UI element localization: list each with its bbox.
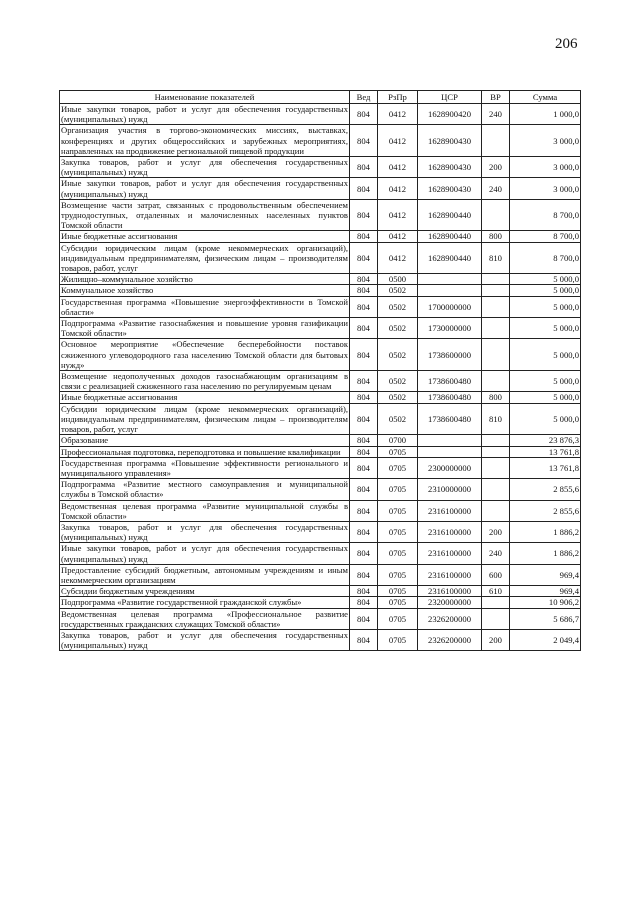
cell-vr: 800 [482, 231, 510, 242]
cell-name: Закупка товаров, работ и услуг для обеспечения государственных (муниципальных) нужд [61, 521, 348, 543]
cell-ved: 804 [350, 608, 378, 629]
cell-ved: 804 [350, 564, 378, 585]
header-csr: ЦСР [418, 91, 482, 104]
cell-rzpr: 0705 [378, 608, 418, 629]
cell-vr: 240 [482, 104, 510, 125]
cell-name: Иные закупки товаров, работ и услуг для обеспечения государственных (муниципальных) нужд [61, 543, 348, 564]
cell-csr: 1738600480 [418, 392, 482, 403]
cell-ved: 804 [350, 435, 378, 446]
table-row [60, 586, 581, 597]
cell-sum: 3 000,0 [510, 157, 581, 178]
cell-ved: 804 [350, 586, 378, 597]
cell-rzpr: 0705 [378, 500, 418, 521]
cell-csr: 2320000000 [418, 597, 482, 608]
cell-rzpr: 0412 [378, 231, 418, 242]
table-row [60, 446, 581, 457]
cell-rzpr: 0502 [378, 318, 418, 339]
cell-rzpr: 0502 [378, 392, 418, 403]
budget-table [59, 90, 581, 651]
cell-rzpr: 0705 [378, 564, 418, 585]
cell-vr [482, 597, 510, 608]
cell-rzpr: 0705 [378, 597, 418, 608]
table-row [60, 597, 581, 608]
cell-name: Иные закупки товаров, работ и услуг для обеспечения государственных (муниципальных) нужд [61, 104, 348, 125]
cell-rzpr: 0502 [378, 403, 418, 435]
cell-vr [482, 339, 510, 371]
cell-vr [482, 479, 510, 500]
header-rzpr: РзПр [378, 91, 418, 104]
cell-name: Государственная программа «Повышение эффективности регионального и муниципального управления» [61, 457, 348, 478]
cell-vr [482, 608, 510, 629]
cell-name: Профессиональная подготовка, переподготовка и повышение квалификации [60, 446, 350, 457]
cell-sum: 10 906,2 [510, 597, 581, 608]
cell-name: Иные бюджетные ассигнования [60, 231, 350, 242]
cell-name: Закупка товаров, работ и услуг для обеспечения государственных (муниципальных) нужд [61, 629, 348, 651]
table-row [60, 403, 581, 435]
table-row [60, 521, 581, 542]
cell-ved: 804 [350, 597, 378, 608]
header-name: Наименование показателей [60, 91, 350, 104]
cell-vr: 810 [482, 242, 510, 274]
table-row [60, 274, 581, 285]
cell-vr [482, 199, 510, 231]
cell-sum: 969,4 [510, 564, 581, 585]
cell-sum: 3 000,0 [510, 125, 581, 157]
cell-csr [418, 435, 482, 446]
cell-name: Возмещение части затрат, связанных с продовольственным обеспечением труднодоступных, отдаленных и малочисленных населенных пунктов Томской области [61, 199, 348, 231]
cell-csr: 1628900430 [418, 178, 482, 199]
cell-sum: 8 700,0 [510, 199, 581, 231]
cell-rzpr: 0705 [378, 479, 418, 500]
cell-sum: 5 000,0 [510, 274, 581, 285]
table-row [60, 608, 581, 629]
table-row [60, 371, 581, 392]
table-row [60, 242, 581, 274]
cell-sum: 13 761,8 [510, 446, 581, 457]
cell-vr: 240 [482, 178, 510, 199]
cell-sum: 3 000,0 [510, 178, 581, 199]
header-ved: Вед [350, 91, 378, 104]
cell-csr: 1628900430 [418, 157, 482, 178]
cell-rzpr: 0502 [378, 371, 418, 392]
cell-ved: 804 [350, 199, 378, 231]
cell-csr: 1738600480 [418, 403, 482, 435]
cell-rzpr: 0502 [378, 339, 418, 371]
cell-csr [418, 274, 482, 285]
cell-sum: 5 000,0 [510, 371, 581, 392]
cell-vr [482, 285, 510, 296]
table-row [60, 318, 581, 339]
cell-ved: 804 [350, 457, 378, 478]
table-row [60, 125, 581, 157]
table-row [60, 479, 581, 500]
cell-rzpr: 0502 [378, 285, 418, 296]
cell-sum: 1 000,0 [510, 104, 581, 125]
cell-vr [482, 435, 510, 446]
table-row [60, 157, 581, 178]
cell-ved: 804 [350, 403, 378, 435]
cell-name: Закупка товаров, работ и услуг для обеспечения государственных (муниципальных) нужд [61, 157, 348, 178]
table-row [60, 178, 581, 199]
cell-vr [482, 125, 510, 157]
cell-name: Коммунальное хозяйство [60, 285, 350, 296]
cell-csr: 1628900440 [418, 231, 482, 242]
cell-name: Государственная программа «Повышение энергоэффективности в Томской области» [61, 296, 348, 317]
cell-vr [482, 371, 510, 392]
cell-csr [418, 285, 482, 296]
cell-vr: 200 [482, 157, 510, 178]
cell-sum: 1 886,2 [510, 543, 581, 564]
cell-ved: 804 [350, 296, 378, 317]
cell-sum: 2 049,4 [510, 629, 581, 650]
cell-csr: 2316100000 [418, 586, 482, 597]
cell-sum: 5 686,7 [510, 608, 581, 629]
cell-vr: 800 [482, 392, 510, 403]
cell-name: Ведомственная целевая программа «Профессиональное развитие государственных гражданских служащих Томской области» [61, 608, 348, 629]
cell-rzpr: 0500 [378, 274, 418, 285]
table-row [60, 435, 581, 446]
cell-rzpr: 0412 [378, 242, 418, 274]
cell-sum: 8 700,0 [510, 242, 581, 274]
cell-ved: 804 [350, 318, 378, 339]
cell-rzpr: 0705 [378, 629, 418, 650]
cell-ved: 804 [350, 231, 378, 242]
cell-vr [482, 457, 510, 478]
cell-csr: 1628900440 [418, 242, 482, 274]
cell-name: Иные бюджетные ассигнования [60, 392, 350, 403]
cell-csr: 2316100000 [418, 500, 482, 521]
table-row [60, 231, 581, 242]
table-row [60, 392, 581, 403]
cell-name: Подпрограмма «Развитие государственной гражданской службы» [60, 597, 350, 608]
cell-rzpr: 0705 [378, 446, 418, 457]
cell-ved: 804 [350, 125, 378, 157]
cell-csr: 1730000000 [418, 318, 482, 339]
table-row [60, 296, 581, 317]
cell-sum: 969,4 [510, 586, 581, 597]
cell-vr: 200 [482, 629, 510, 650]
cell-name: Субсидии бюджетным учреждениям [60, 586, 350, 597]
cell-sum: 2 855,6 [510, 500, 581, 521]
cell-rzpr: 0502 [378, 296, 418, 317]
cell-sum: 13 761,8 [510, 457, 581, 478]
cell-csr: 2326200000 [418, 608, 482, 629]
cell-ved: 804 [350, 521, 378, 542]
cell-name: Иные закупки товаров, работ и услуг для обеспечения государственных (муниципальных) нужд [61, 178, 348, 199]
table-row [60, 629, 581, 650]
cell-vr: 610 [482, 586, 510, 597]
cell-ved: 804 [350, 479, 378, 500]
cell-csr: 2316100000 [418, 564, 482, 585]
cell-csr: 1628900420 [418, 104, 482, 125]
cell-vr [482, 296, 510, 317]
cell-vr: 240 [482, 543, 510, 564]
cell-vr [482, 446, 510, 457]
cell-sum: 5 000,0 [510, 339, 581, 371]
table-row [60, 457, 581, 478]
cell-csr: 1700000000 [418, 296, 482, 317]
cell-csr: 2316100000 [418, 543, 482, 564]
cell-ved: 804 [350, 500, 378, 521]
cell-ved: 804 [350, 371, 378, 392]
cell-ved: 804 [350, 157, 378, 178]
cell-sum: 2 855,6 [510, 479, 581, 500]
cell-name: Субсидии юридическим лицам (кроме некоммерческих организаций), индивидуальным предпринимателям, физическим лицам – производителям товаров, работ, услуг [61, 242, 348, 274]
cell-rzpr: 0705 [378, 521, 418, 542]
table-row [60, 500, 581, 521]
cell-name: Подпрограмма «Развитие местного самоуправления и муниципальной службы в Томской области» [61, 479, 348, 500]
cell-ved: 804 [350, 543, 378, 564]
cell-ved: 804 [350, 446, 378, 457]
cell-vr [482, 274, 510, 285]
cell-sum: 5 000,0 [510, 296, 581, 317]
cell-rzpr: 0412 [378, 125, 418, 157]
header-sum: Сумма [510, 91, 581, 104]
cell-ved: 804 [350, 274, 378, 285]
table-row [60, 564, 581, 585]
table-row [60, 104, 581, 125]
cell-name: Предоставление субсидий бюджетным, автономным учреждениям и иным некоммерческим организациям [61, 564, 348, 585]
cell-name: Жилищно–коммунальное хозяйство [60, 274, 350, 285]
page-number: 206 [555, 36, 578, 52]
cell-csr [418, 446, 482, 457]
cell-name: Основное мероприятие «Обеспечение бесперебойности поставок сжиженного углеводородного газа населению Томской области для бытовых нужд» [61, 339, 348, 370]
cell-rzpr: 0705 [378, 586, 418, 597]
cell-name: Возмещение недополученных доходов газоснабжающим организациям в связи с реализацией сжиженного газа населению по регулируемым ценам [61, 371, 348, 392]
cell-ved: 804 [350, 629, 378, 650]
table-row [60, 199, 581, 231]
cell-name: Организация участия в торгово-экономических миссиях, выставках, конференциях и других общероссийских и зарубежных мероприятиях, направленных на продвижение региональной пищевой продукции [61, 125, 348, 156]
cell-sum: 5 000,0 [510, 403, 581, 435]
cell-sum: 1 886,2 [510, 521, 581, 542]
cell-vr [482, 500, 510, 521]
cell-ved: 804 [350, 178, 378, 199]
cell-vr: 200 [482, 521, 510, 542]
cell-ved: 804 [350, 285, 378, 296]
cell-csr: 1738600480 [418, 371, 482, 392]
cell-sum: 8 700,0 [510, 231, 581, 242]
table-row [60, 543, 581, 564]
cell-rzpr: 0412 [378, 104, 418, 125]
table-row [60, 285, 581, 296]
cell-rzpr: 0412 [378, 157, 418, 178]
cell-sum: 23 876,3 [510, 435, 581, 446]
cell-vr [482, 318, 510, 339]
cell-sum: 5 000,0 [510, 285, 581, 296]
cell-csr: 2326200000 [418, 629, 482, 650]
cell-name: Подпрограмма «Развитие газоснабжения и повышение уровня газификации Томской области» [61, 318, 348, 339]
cell-ved: 804 [350, 339, 378, 371]
header-vr: ВР [482, 91, 510, 104]
cell-rzpr: 0412 [378, 178, 418, 199]
cell-ved: 804 [350, 392, 378, 403]
cell-csr: 1738600000 [418, 339, 482, 371]
cell-name: Субсидии юридическим лицам (кроме некоммерческих организаций), индивидуальным предпринимателям, физическим лицам – производителям товаров, работ, услуг [61, 403, 348, 435]
cell-sum: 5 000,0 [510, 318, 581, 339]
cell-rzpr: 0412 [378, 199, 418, 231]
cell-csr: 2316100000 [418, 521, 482, 542]
cell-rzpr: 0705 [378, 543, 418, 564]
cell-csr: 1628900440 [418, 199, 482, 231]
cell-name: Ведомственная целевая программа «Развитие муниципальной службы в Томской области» [61, 500, 348, 521]
cell-vr: 600 [482, 564, 510, 585]
cell-rzpr: 0700 [378, 435, 418, 446]
cell-name: Образование [60, 435, 350, 446]
cell-csr: 2310000000 [418, 479, 482, 500]
cell-ved: 804 [350, 242, 378, 274]
table-header-row [60, 91, 581, 104]
cell-rzpr: 0705 [378, 457, 418, 478]
cell-ved: 804 [350, 104, 378, 125]
cell-csr: 1628900430 [418, 125, 482, 157]
cell-sum: 5 000,0 [510, 392, 581, 403]
cell-vr: 810 [482, 403, 510, 435]
table-row [60, 339, 581, 371]
cell-csr: 2300000000 [418, 457, 482, 478]
